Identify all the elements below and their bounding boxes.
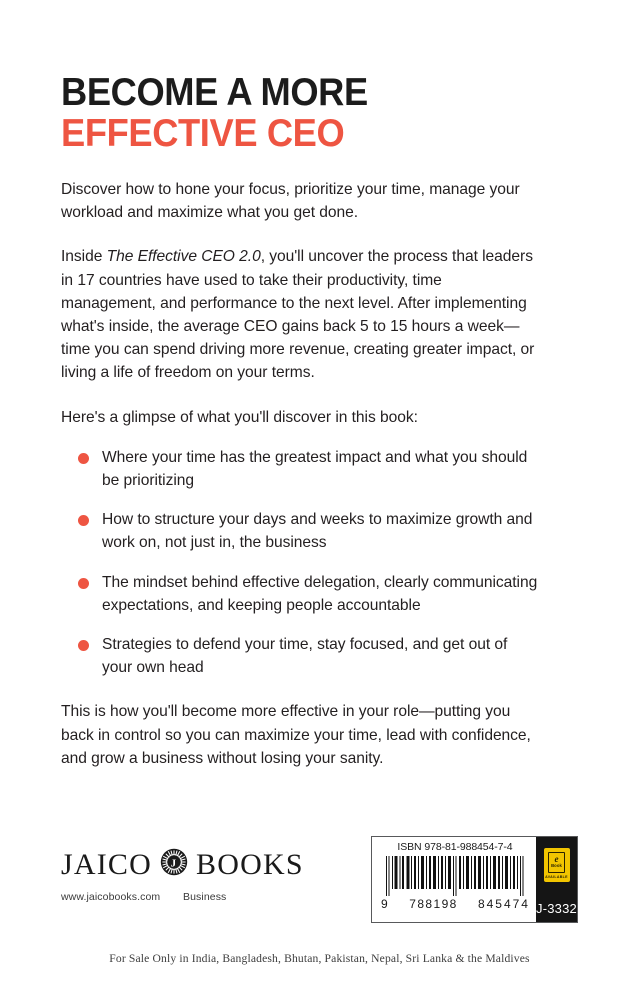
bullet-dot-icon	[78, 578, 89, 589]
ebook-e-glyph: e	[554, 854, 559, 865]
list-item	[78, 446, 539, 492]
intro-paragraph: Discover how to hone your focus, prioritize your time, manage your workload and maximize what you get done.	[61, 181, 520, 222]
ebook-book-word: Book	[551, 863, 562, 869]
book-title-italic: The Effective CEO 2.0	[106, 248, 261, 266]
emblem-letter: J	[170, 857, 178, 870]
list-item-label: Strategies to defend your time, stay focused, and get out of your own head	[102, 636, 508, 677]
list-item	[78, 633, 539, 679]
publisher-logo	[61, 848, 304, 903]
closing-paragraph: This is how you'll become more effective in your role—putting you back in control so you can maximize your time, lead with confidence, and grow a business without losing your sanity.	[61, 703, 531, 767]
publisher-category-label: Business	[183, 891, 227, 903]
list-item	[78, 571, 539, 617]
ean13-barcode-icon	[383, 856, 528, 896]
isbn-label: ISBN 978-81-988454-7-4	[397, 841, 513, 853]
list-item-label: The mindset behind effective delegation, clearly communicating expectations, and keeping people accountable	[102, 573, 538, 614]
publisher-name-left: JAICO	[61, 848, 153, 881]
barcode-block	[371, 836, 578, 923]
list-item-label: How to structure your days and weeks to maximize growth and work on, not just in, the business	[102, 511, 533, 552]
bullet-dot-icon	[78, 640, 89, 651]
bullet-dot-icon	[78, 453, 89, 464]
publisher-name-right: BOOKS	[196, 848, 304, 881]
description-paragraph	[61, 245, 539, 384]
sales-territory-note: For Sale Only in India, Bangladesh, Bhutan, Pakistan, Nepal, Sri Lanka & the Maldives	[109, 952, 530, 965]
ean-group-2: 845474	[477, 897, 530, 911]
ebook-side-panel	[536, 837, 577, 922]
description-after-title: , you'll uncover the process that leaders in 17 countries have used to take their productivity, time management, and performance to the next level. After implementing what's inside, the average CEO gains back 5 to 15 hours a week—time you can spend driving more revenue, creating greater impact, or living a life of freedom on your terms.	[61, 248, 535, 382]
ean13-digits	[380, 897, 530, 911]
ebook-available-icon	[544, 848, 570, 882]
ebook-available-word: AVAILABLE	[545, 874, 568, 879]
page-title	[61, 72, 581, 154]
publisher-subline	[61, 891, 304, 903]
bullets-lead-in: Here's a glimpse of what you'll discover in this book:	[61, 408, 418, 426]
feature-bullet-list	[61, 446, 539, 680]
blurb-body	[61, 178, 539, 770]
ebook-book-outline-icon	[548, 852, 565, 873]
list-item	[78, 508, 539, 554]
catalog-code: J-3332	[536, 901, 577, 916]
publisher-wordmark	[61, 848, 304, 882]
publisher-website-link[interactable]: www.jaicobooks.com	[61, 891, 161, 903]
headline-line-accent: EFFECTIVE CEO	[61, 112, 345, 155]
ean-left-digit: 9	[381, 897, 390, 911]
barcode-main-panel	[372, 837, 536, 922]
description-before-title: Inside	[61, 248, 107, 266]
list-item-label: Where your time has the greatest impact and what you should be prioritizing	[102, 448, 528, 490]
ean-group-1: 788198	[409, 897, 458, 911]
bullet-dot-icon	[78, 515, 89, 526]
headline-line-primary: BECOME A MORE	[61, 71, 368, 114]
sunburst-emblem-icon	[160, 848, 188, 882]
